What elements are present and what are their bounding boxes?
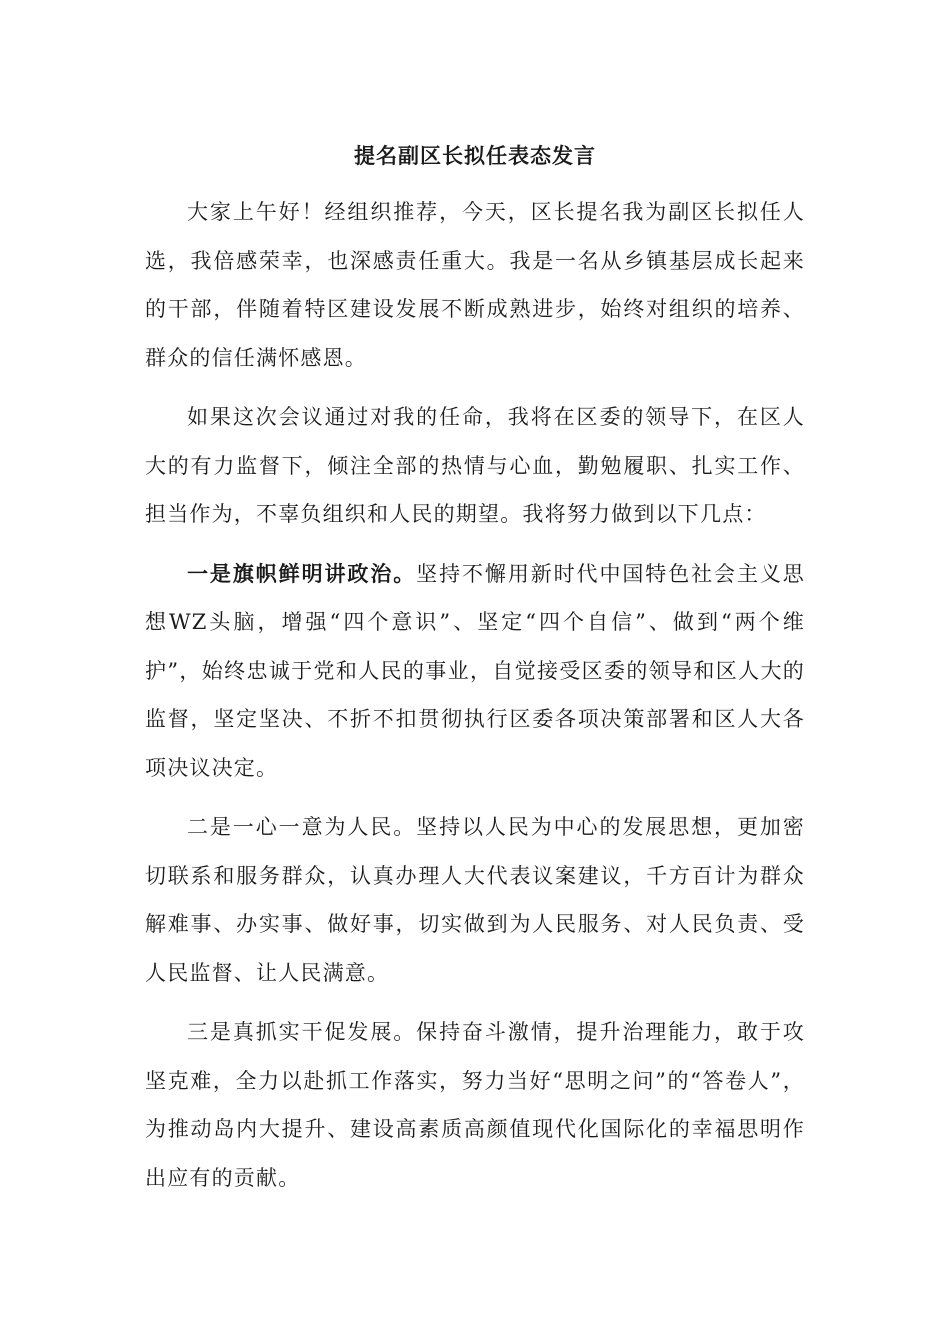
paragraph-lead: 一是旗帜鲜明讲政治。 bbox=[187, 560, 417, 586]
paragraph-point-one bbox=[145, 550, 805, 793]
paragraph-text: 坚持不懈用新时代中国特色社会主义思想WZ头脑，增强“四个意识”、坚定“四个自信”、做到“两个维护”，始终忠诚于党和人民的事业，自觉接受区委的领导和区人大的监督，坚定坚决、不折不扣贯彻执行区委各项决策部署和区人大各项决议决定。 bbox=[145, 561, 805, 780]
document-body bbox=[145, 188, 805, 1213]
document-title: 提名副区长拟任表态发言 bbox=[354, 143, 596, 168]
paragraph-text: 如果这次会议通过对我的任命，我将在区委的领导下，在区人大的有力监督下，倾注全部的热情与心血，勤勉履职、扎实工作、担当作为，不辜负组织和人民的期望。我将努力做到以下几点： bbox=[145, 405, 805, 526]
paragraph-point-two bbox=[145, 803, 805, 997]
paragraph-point-three bbox=[145, 1008, 805, 1202]
paragraph-text: 大家上午好！经组织推荐，今天，区长提名我为副区长拟任人选，我倍感荣幸，也深感责任重大。我是一名从乡镇基层成长起来的干部，伴随着特区建设发展不断成熟进步，始终对组织的培养、群众的信任满怀感恩。 bbox=[145, 200, 805, 370]
paragraph-commitment bbox=[145, 393, 805, 539]
paragraph-text: 二是一心一意为人民。坚持以人民为中心的发展思想，更加密切联系和服务群众，认真办理人大代表议案建议，千方百计为群众解难事、办实事、做好事，切实做到为人民服务、对人民负责、受人民监督、让人民满意。 bbox=[145, 815, 805, 985]
paragraph-text: 三是真抓实干促发展。保持奋斗激情，提升治理能力，敢于攻坚克难，全力以赴抓工作落实，努力当好“思明之问”的“答卷人”，为推动岛内大提升、建设高素质高颜值现代化国际化的幸福思明作出应有的贡献。 bbox=[145, 1020, 805, 1190]
paragraph-greeting bbox=[145, 188, 805, 382]
